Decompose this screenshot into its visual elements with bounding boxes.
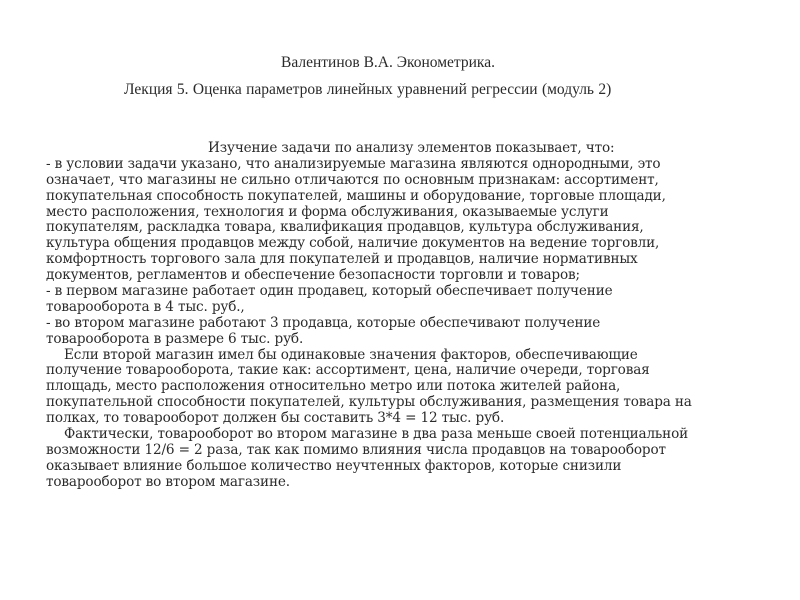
- text-line: получение товарооборота, такие как: ассортимент, цена, наличие очереди, торговая: [46, 362, 650, 379]
- text-line: покупателям, раскладка товара, квалификация продавцов, культура обслуживания,: [46, 219, 644, 236]
- text-line: покупательной способности покупателей, культуры обслуживания, размещения товара на: [46, 394, 692, 411]
- text-line: товарооборота в 4 тыс. руб.,: [46, 298, 245, 315]
- intro-line: Изучение задачи по анализу элементов показывает, что:: [208, 140, 615, 156]
- text-line: покупательная способность покупателей, машины и оборудование, торговые площади,: [46, 187, 666, 204]
- text-line: - в первом магазине работает один продавец, который обеспечивает получение: [46, 283, 613, 300]
- text-line: место расположения, технология и форма обслуживания, оказываемые услуги: [46, 203, 609, 220]
- text-line: культура общения продавцов между собой, наличие документов на ведение торговли,: [46, 235, 660, 252]
- text-line: - в условии задачи указано, что анализируемые магазина являются однородными, это: [46, 155, 661, 172]
- text-line: комфортность торгового зала для покупателей и продавцов, наличие нормативных: [46, 251, 638, 268]
- text-line: означает, что магазины не сильно отличаются по основным признакам: ассортимент,: [46, 171, 659, 188]
- paragraph-start-line: Если второй магазин имел бы одинаковые значения факторов, обеспечивающие: [64, 346, 638, 363]
- text-line: полках, то товарооборот должен бы составить 3*4 = 12 тыс. руб.: [46, 410, 505, 427]
- text-line: документов, регламентов и обеспечение безопасности торговли и товаров;: [46, 267, 580, 284]
- text-line: возможности 12/6 = 2 раза, так как помимо влияния числа продавцов на товарооборот: [46, 441, 666, 458]
- text-line: товарооборот во втором магазине.: [46, 473, 290, 490]
- author-title: Валентинов В.А. Эконометрика.: [281, 54, 495, 71]
- text-line: площадь, место расположения относительно метро или потока жителей района,: [46, 378, 621, 395]
- text-line: товарооборота в размере 6 тыс. руб.: [46, 330, 304, 347]
- document-body: [46, 141, 786, 491]
- paragraph-start-line: Фактически, товарооборот во втором магазине в два раза меньше своей потенциальной: [64, 426, 689, 443]
- text-line: - во втором магазине работают 3 продавца, которые обеспечивают получение: [46, 314, 601, 331]
- text-line: оказывает влияние большое количество неучтенных факторов, которые снизили: [46, 457, 622, 474]
- lecture-title: Лекция 5. Оценка параметров линейных уравнений регрессии (модуль 2): [124, 81, 612, 98]
